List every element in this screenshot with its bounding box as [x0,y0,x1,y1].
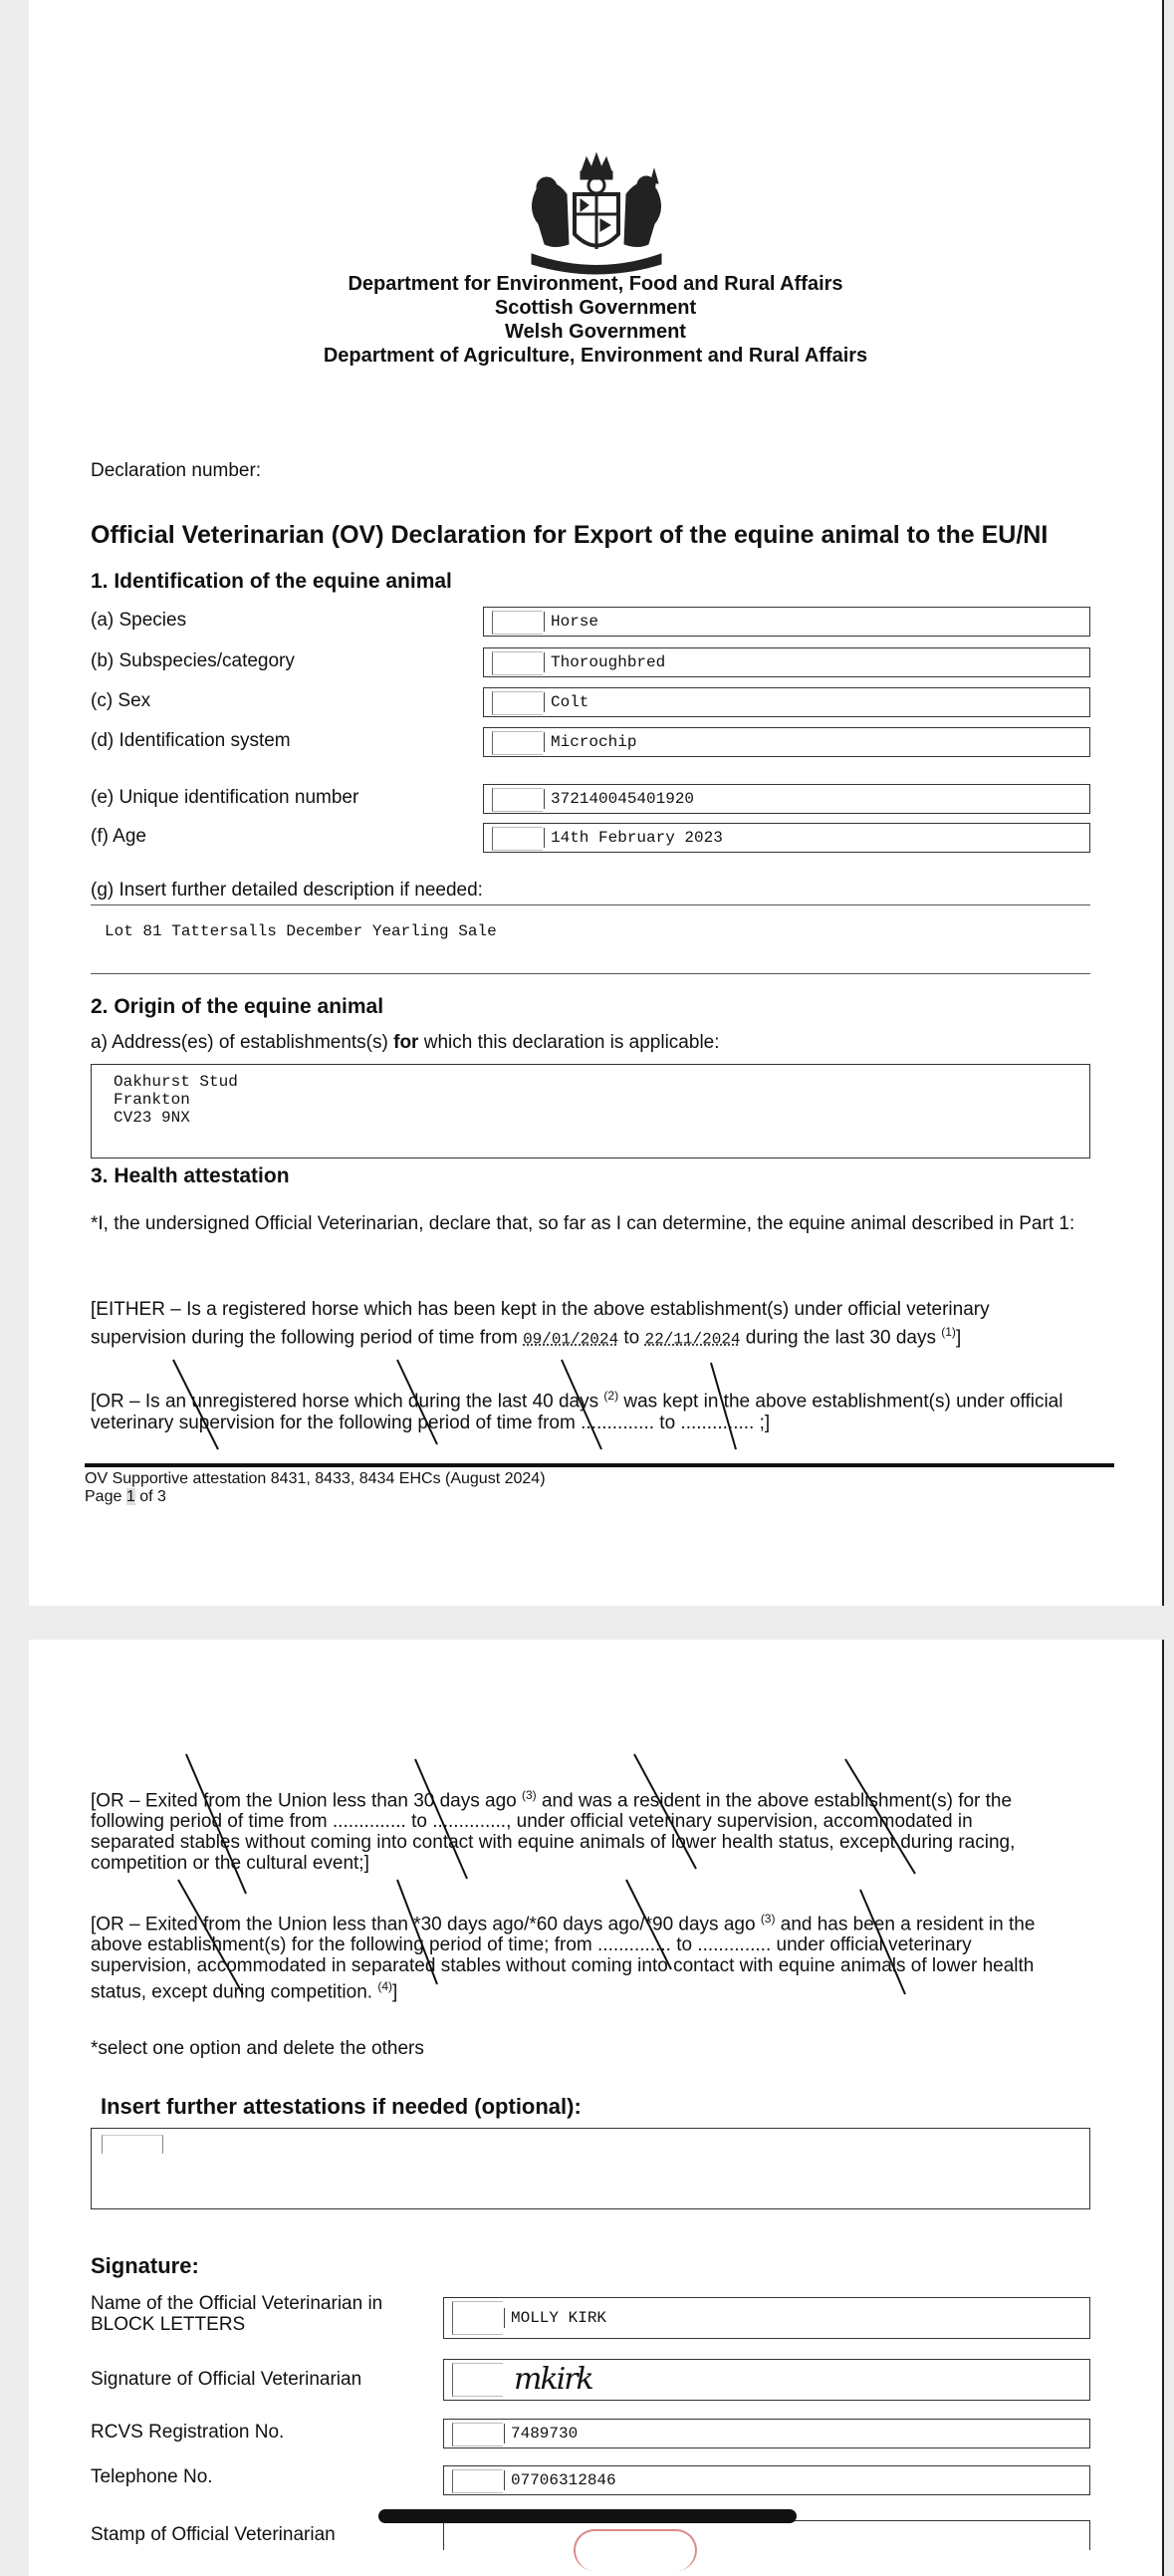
page-label: Page [85,1488,122,1505]
page-edge [1162,1640,1164,2576]
document-page-1 [29,0,1162,1606]
declaration-number-label: Declaration number: [91,460,262,481]
species-value: Horse [544,612,598,632]
department-line-2: Scottish Government [494,297,697,319]
page-of: of [139,1488,153,1505]
ov-name-value: MOLLY KIRK [504,2308,606,2328]
further-description-value: Lot 81 Tattersalls December Yearling Sale [105,922,497,940]
telephone-field[interactable] [443,2465,1090,2495]
page-number [85,1488,166,1506]
or2-line-2: following period of time from .............. to .............., under official veterinary supervision, accommodated in [91,1811,973,1833]
divider [91,973,1090,974]
rcvs-label: RCVS Registration No. [91,2422,285,2443]
footnote-ref: (3) [522,1788,537,1802]
unique-id-label: (e) Unique identification number [91,787,359,808]
address-label-pre: a) Address(es) of establishments(s) [91,1032,388,1053]
ov-name-label-line-1: Name of the Official Veterinarian in [91,2293,383,2314]
or3-line-1-post: and has been a resident in the [780,1914,1036,1935]
either-to-word: to [623,1327,640,1349]
department-line-3: Welsh Government [505,321,686,343]
sex-field[interactable] [483,687,1090,717]
footer-attestation: OV Supportive attestation 8431, 8433, 8434 EHCs (August 2024) [85,1470,546,1487]
sex-label: (c) Sex [91,690,151,711]
address-line: CV23 9NX [114,1109,190,1127]
ov-signature-field[interactable] [443,2359,1090,2401]
further-description-label: (g) Insert further detailed description if needed: [91,880,483,901]
address-line: Frankton [114,1091,190,1109]
select-note: *select one option and delete the others [91,2038,424,2059]
footnote-ref: (4) [377,1979,392,1994]
subspecies-label: (b) Subspecies/category [91,650,295,671]
telephone-value: 07706312846 [504,2470,616,2490]
rcvs-value: 7489730 [504,2424,578,2444]
health-intro: *I, the undersigned Official Veterinarian, declare that, so far as I can determine, the equine animal described in Part 1: [91,1213,1075,1234]
or2-line-1-pre: [OR – Exited from the Union less than 30 days ago [91,1790,517,1812]
or1-line-1-post: was kept in the above establishment(s) under official [623,1391,1063,1413]
either-from-date: 09/01/2024 [523,1330,619,1349]
address-label [91,1032,720,1054]
unique-id-value: 372140045401920 [544,789,694,809]
section-1-heading: 1. Identification of the equine animal [91,570,452,593]
ov-name-label-line-2: BLOCK LETTERS [91,2314,246,2335]
further-attestations-field[interactable] [91,2128,1090,2209]
divider [91,904,1090,905]
either-option [91,1299,1090,1350]
or3-line-3: supervision, accommodated in separated stables without coming into contact with equine animals of lower health [91,1955,1035,1977]
signature-heading: Signature: [91,2253,199,2278]
address-box[interactable] [91,1064,1090,1159]
unique-id-field[interactable] [483,784,1090,814]
or2-line-4: competition or the cultural event;] [91,1853,369,1875]
footnote-ref: (2) [603,1389,619,1403]
identification-system-field[interactable] [483,727,1090,757]
or1-line-1-pre: [OR – Is an unregistered horse which during the last 40 days [91,1391,599,1413]
page-edge [1162,0,1164,1606]
either-to-date: 22/11/2024 [644,1330,741,1349]
home-indicator[interactable] [378,2509,797,2523]
footer-rule [85,1463,1114,1467]
address-label-post: which this declaration is applicable: [423,1032,720,1053]
section-3-heading: 3. Health attestation [91,1164,290,1187]
document-page-2 [29,1640,1162,2576]
either-line-1: [EITHER – Is a registered horse which has been kept in the above establishment(s) under official veterinary [91,1299,990,1320]
or3-line-1-pre: [OR – Exited from the Union less than *30 days ago/*60 days ago/*90 days ago [91,1914,756,1935]
either-line-2-pre: supervision during the following period of time from [91,1327,518,1349]
input-cursor-icon [102,2135,163,2154]
or1-line-2: veterinary supervision for the following period of time from .............. to .............. ;] [91,1413,771,1434]
stamp-icon [574,2529,697,2571]
or2-line-3: separated stables without coming into contact with equine animals of lower health status, except during racing, [91,1832,1016,1854]
document-title: Official Veterinarian (OV) Declaration for Export of the equine animal to the EU/NI [91,521,1049,549]
address-label-bold: for [393,1032,419,1053]
stamp-label: Stamp of Official Veterinarian [91,2524,336,2545]
ov-signature-value: mkirk [514,2362,592,2397]
footnote-ref: (3) [760,1912,776,1926]
telephone-label: Telephone No. [91,2466,213,2487]
address-line: Oakhurst Stud [114,1073,238,1091]
or2-line-1-post: and was a resident in the above establishment(s) for the [541,1790,1013,1812]
subspecies-field[interactable] [483,647,1090,677]
ov-name-label [91,2293,382,2335]
section-2-heading: 2. Origin of the equine animal [91,995,384,1018]
or3-line-4-pre: status, except during competition. [91,1981,373,2003]
ov-signature-label: Signature of Official Veterinarian [91,2369,362,2390]
ov-name-field[interactable] [443,2297,1090,2339]
department-line-1: Department for Environment, Food and Rural Affairs [348,273,843,295]
or3-line-4-post: ] [392,1981,398,2003]
further-attestations-heading: Insert further attestations if needed (optional): [101,2094,582,2119]
either-line-2: supervision during the following period of time from 09/01/2024 to 22/11/2024 during the last 30 days $^{(1)}$] [91,1325,962,1349]
page-current: 1 [125,1488,135,1505]
subspecies-value: Thoroughbred [544,652,665,672]
age-value: 14th February 2023 [544,828,723,848]
identification-system-value: Microchip [544,732,636,752]
species-field[interactable] [483,607,1090,637]
species-label: (a) Species [91,610,187,631]
sex-value: Colt [544,692,588,712]
age-field[interactable] [483,823,1090,853]
identification-system-label: (d) Identification system [91,730,291,751]
strikethrough-marks [148,1875,1045,2014]
rcvs-field[interactable] [443,2419,1090,2448]
royal-coat-of-arms-icon [517,149,676,279]
strikethrough-marks [168,1355,806,1454]
age-label: (f) Age [91,826,146,847]
department-line-4: Department of Agriculture, Environment and Rural Affairs [323,345,868,367]
or3-line-2: above establishment(s) for the following period of time; from .............. to .............. under official veterinary [91,1934,972,1956]
footnote-ref: (1) [941,1325,956,1339]
page-total: 3 [156,1488,166,1505]
either-line-2-post: during the last 30 days [745,1327,936,1349]
